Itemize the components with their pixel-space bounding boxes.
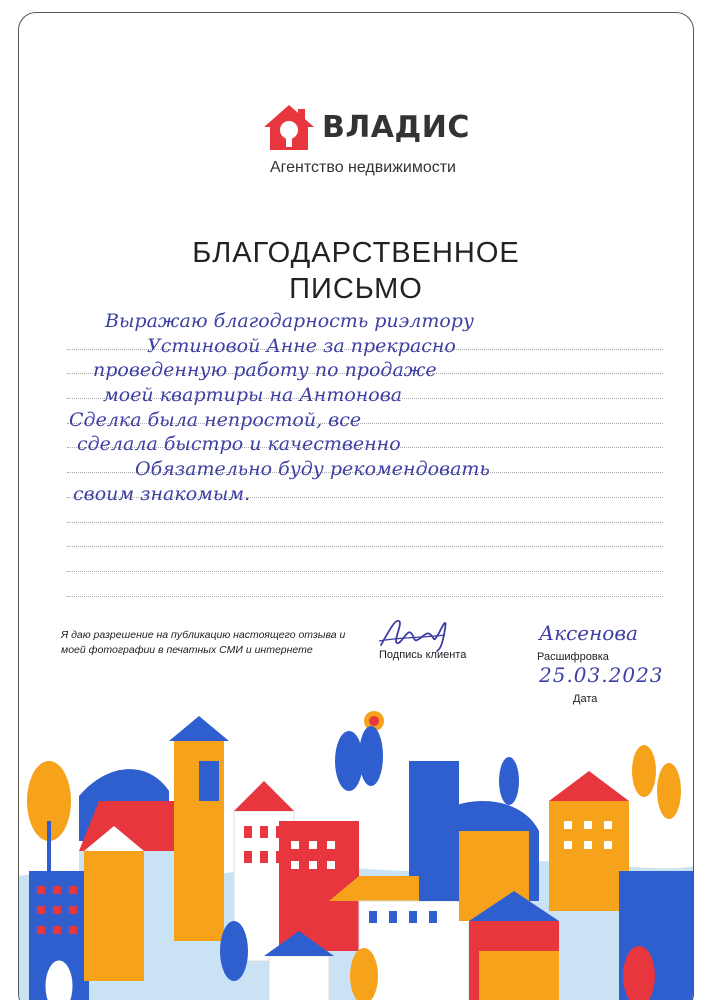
handwritten-line: своим знакомым. (73, 482, 251, 505)
decode-label: Расшифровка (537, 651, 609, 663)
handwritten-line: Устиновой Анне за прекрасно (147, 334, 456, 357)
handwritten-line: проведенную работу по продаже (93, 359, 437, 382)
decode-value: Аксенова (539, 621, 638, 645)
title-line-1: БЛАГОДАРСТВЕННОЕ (192, 237, 520, 269)
letter-title (19, 235, 693, 307)
city-illustration (19, 701, 694, 1000)
house-key-icon (264, 105, 314, 150)
date-value: 25.03.2023 (539, 663, 664, 687)
brand-tagline: Агентство недвижимости (270, 159, 456, 176)
brand-logo (264, 105, 494, 150)
handwritten-line: Обязательно буду рекомендовать (135, 458, 490, 481)
handwritten-text (67, 309, 667, 507)
handwritten-line: моей квартиры на Антонова (103, 384, 403, 407)
letter-sheet (18, 12, 694, 1000)
title-line-2: ПИСЬМО (289, 273, 423, 305)
signature-label: Подпись клиента (379, 649, 467, 661)
handwritten-line: сделала быстро и качественно (77, 433, 401, 456)
brand-name: ВЛАДИС (322, 110, 470, 145)
date-label: Дата (573, 693, 598, 705)
handwritten-line: Выражаю благодарность риэлтору (105, 310, 474, 332)
handwritten-line: Сделка была непростой, все (69, 408, 362, 431)
consent-text: Я даю разрешение на публикацию настоящего отзыва и моей фотографии в печатных СМИ и интернете (61, 629, 346, 656)
